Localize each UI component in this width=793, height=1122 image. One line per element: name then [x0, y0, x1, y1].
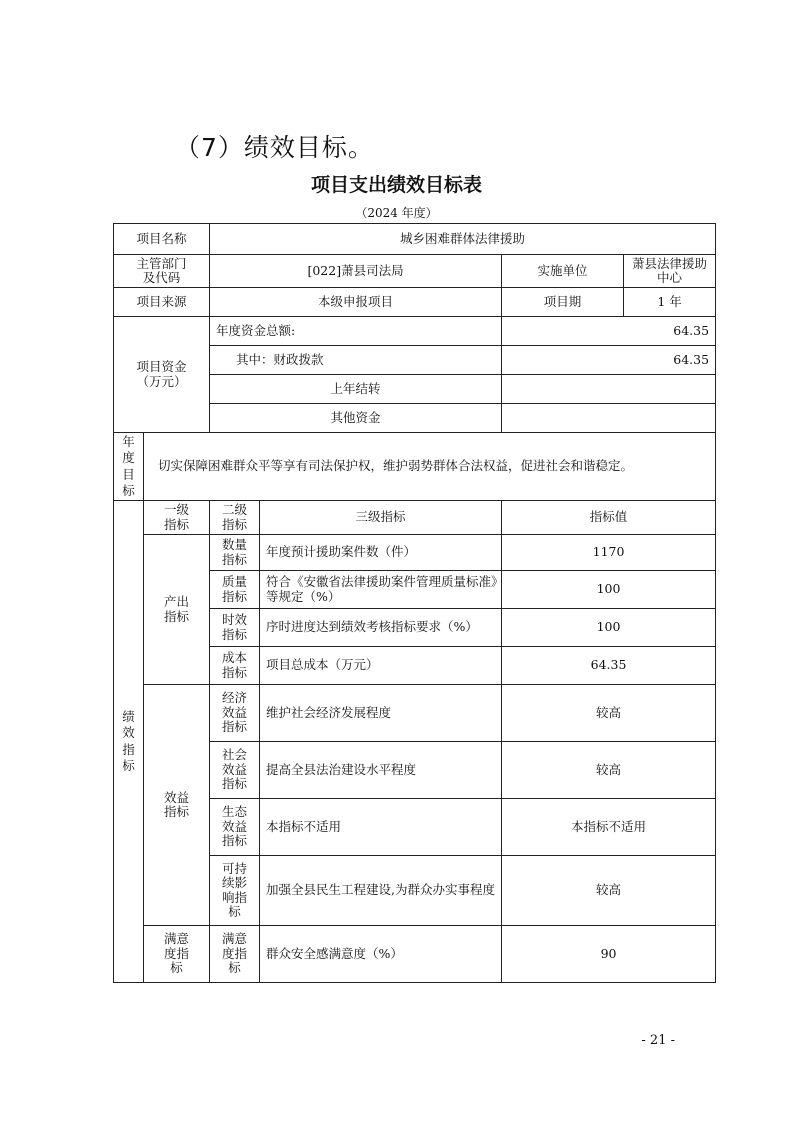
project-source-label: 项目来源	[114, 288, 210, 317]
indicator-name: 提高全县法治建设水平程度	[260, 742, 502, 799]
fund-other-value	[502, 404, 716, 433]
indicator-level2: 可持续影响指标	[210, 856, 260, 926]
indicator-value: 90	[502, 926, 716, 983]
header-level2: 二级指标	[210, 501, 260, 535]
fund-label-line1: 项目资金	[136, 359, 187, 375]
indicator-name: 符合《安徽省法律援助案件管理质量标准》等规定（%）	[260, 571, 502, 609]
indicator-value: 64.35	[502, 647, 716, 685]
row-annual-goal	[114, 433, 716, 501]
indicator-name: 群众安全感满意度（%）	[260, 926, 502, 983]
indicator-value: 较高	[502, 742, 716, 799]
row-project-source	[114, 288, 716, 317]
department-label-line2: 及代码	[142, 270, 181, 285]
indicator-name: 年度预计援助案件数（件）	[260, 535, 502, 571]
fund-label-line2: （万元）	[136, 373, 187, 389]
table-row	[114, 685, 716, 742]
annual-goal-label: 年度目标	[114, 433, 144, 501]
indicator-name: 维护社会经济发展程度	[260, 685, 502, 742]
indicator-value: 较高	[502, 856, 716, 926]
department-value: [022]萧县司法局	[210, 255, 502, 288]
indicator-value: 1170	[502, 535, 716, 571]
fund-fiscal-label: 其中：财政拨款	[210, 346, 502, 375]
fund-carryover-label: 上年结转	[210, 375, 502, 404]
indicator-value: 100	[502, 609, 716, 647]
satisfaction-indicator-label: 满意度指标	[144, 926, 210, 983]
indicator-level2: 满意度指标	[210, 926, 260, 983]
table-title: 项目支出绩效目标表	[310, 174, 482, 196]
performance-indicator-label: 绩效指标	[114, 501, 144, 983]
indicator-name: 加强全县民生工程建设,为群众办实事程度	[260, 856, 502, 926]
implementer-value: 萧县法律援助中心	[624, 255, 716, 288]
fund-fiscal-value: 64.35	[502, 346, 716, 375]
indicator-value: 100	[502, 571, 716, 609]
indicator-value: 较高	[502, 685, 716, 742]
section-heading: （7）绩效目标。	[175, 133, 374, 162]
indicator-level2: 质量指标	[210, 571, 260, 609]
table-row	[114, 926, 716, 983]
row-project-name	[114, 224, 716, 255]
indicator-level2: 时效指标	[210, 609, 260, 647]
implementer-label: 实施单位	[502, 255, 624, 288]
fund-total-value: 64.35	[502, 317, 716, 346]
row-department	[114, 255, 716, 288]
project-source-value: 本级申报项目	[210, 288, 502, 317]
project-name-label: 项目名称	[114, 224, 210, 255]
department-label	[114, 255, 210, 288]
page-number: - 21 -	[641, 1033, 675, 1048]
indicator-name: 项目总成本（万元）	[260, 647, 502, 685]
project-name-value: 城乡困难群体法律援助	[210, 224, 716, 255]
indicator-level2: 经济效益指标	[210, 685, 260, 742]
table-row	[114, 535, 716, 571]
output-indicator-label: 产出指标	[144, 535, 210, 685]
row-fund-total	[114, 317, 716, 346]
performance-goal-table	[113, 223, 716, 983]
indicator-level2: 生态效益指标	[210, 799, 260, 856]
indicator-level2: 数量指标	[210, 535, 260, 571]
project-period-value: 1 年	[624, 288, 716, 317]
fund-label	[114, 317, 210, 433]
department-label-line1: 主管部门	[136, 255, 187, 271]
year-note: （2024 年度）	[355, 206, 438, 220]
header-value: 指标值	[502, 501, 716, 535]
indicator-name: 序时进度达到绩效考核指标要求（%）	[260, 609, 502, 647]
annual-goal-text: 切实保障困难群众平等享有司法保护权，维护弱势群体合法权益，促进社会和谐稳定。	[144, 433, 716, 501]
header-level3: 三级指标	[260, 501, 502, 535]
fund-total-label: 年度资金总额:	[210, 317, 502, 346]
header-level1: 一级指标	[144, 501, 210, 535]
row-indicator-header	[114, 501, 716, 535]
fund-other-label: 其他资金	[210, 404, 502, 433]
benefit-indicator-label: 效益指标	[144, 685, 210, 926]
indicator-level2: 社会效益指标	[210, 742, 260, 799]
project-period-label: 项目期	[502, 288, 624, 317]
fund-carryover-value	[502, 375, 716, 404]
indicator-value: 本指标不适用	[502, 799, 716, 856]
indicator-name: 本指标不适用	[260, 799, 502, 856]
indicator-level2: 成本指标	[210, 647, 260, 685]
